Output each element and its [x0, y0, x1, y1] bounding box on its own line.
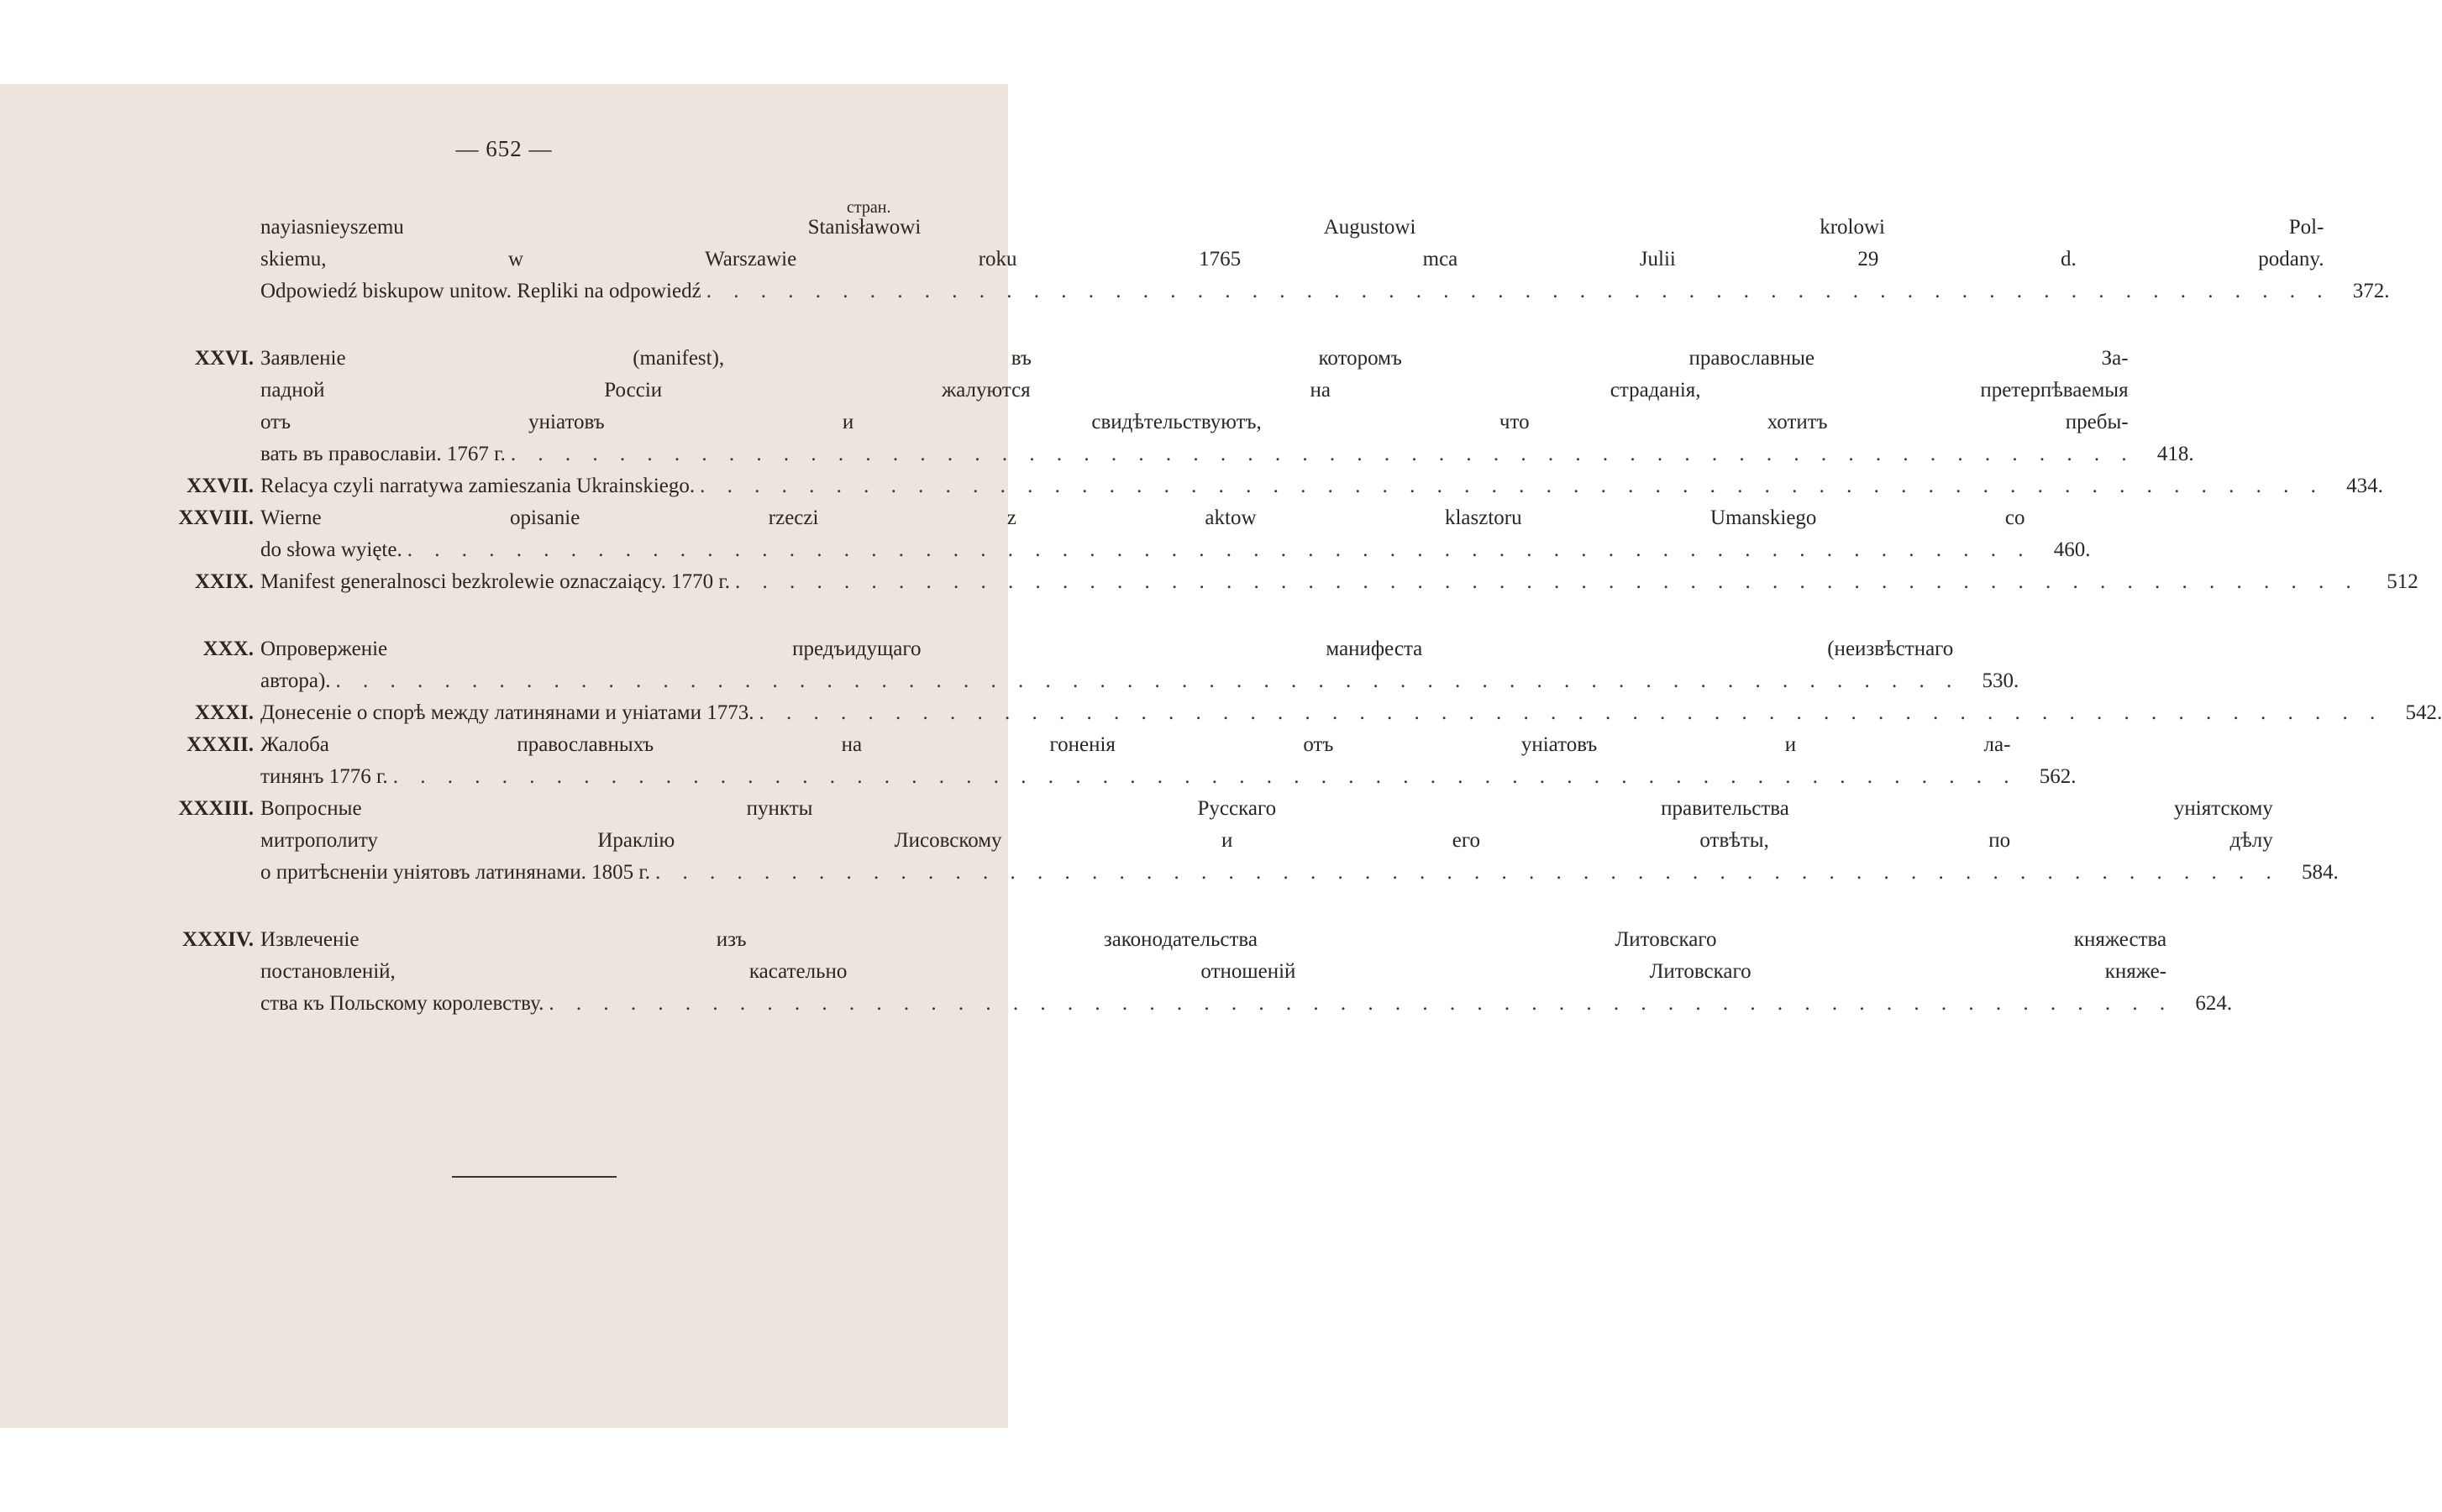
entry-line — [260, 375, 2194, 407]
entry-line — [260, 343, 2194, 375]
entry-line — [260, 407, 2194, 438]
entry-text: Relacya czyli narratywa zamieszania Ukrainskiego. — [260, 475, 696, 497]
entry-text: Опроверженіе предъидущаго манифеста (неизвѣстнаго — [260, 638, 1954, 660]
dot-leader: . . . . . . . . . . . . . . . . . . . . . . . . . . . . . . . . . . . . . . . . . . . . . . . . . . . . . . . . . . . . — [700, 475, 2324, 497]
entry-text: отъ уніатовъ и свидѣтельствуютъ, что хотитъ пребы- — [260, 411, 2129, 433]
entry-line — [260, 729, 2076, 761]
entry-text: ства къ Польскому королевству. — [260, 992, 544, 1015]
entry-numeral: XXIX. — [194, 570, 254, 593]
entry-text: skiemu, w Warszawie roku 1765 mca Julii 29 d. podany. — [260, 248, 2324, 270]
entry-line — [260, 633, 2019, 665]
entry-text: о притѣсненіи уніятовъ латинянами. 1805 г. — [260, 861, 651, 884]
entry-numeral: XXXIII. — [178, 797, 254, 820]
entry-text: митрополиту Ираклію Лисовскому и его отвѣты, по дѣлу — [260, 829, 2273, 852]
entry-text: вать въ православіи. 1767 г. — [260, 443, 506, 465]
entry-text: Донесеніе о спорѣ между латинянами и уніатами 1773. — [260, 701, 754, 724]
entry-line — [260, 956, 2232, 988]
entry-text: do słowa wyięte. — [260, 538, 402, 561]
page-number: 460. — [2053, 538, 2091, 561]
dot-leader: . . . . . . . . . . . . . . . . . . . . . . . . . . . . . . . . . . . . . . . . . . . . . . . . . . . . . . . . . . . . — [655, 861, 2280, 884]
dot-leader: . . . . . . . . . . . . . . . . . . . . . . . . . . . . . . . . . . . . . . . . . . . . . . . . . . . . . . . . . . . . — [335, 669, 1961, 692]
page-number: 530. — [1982, 669, 2019, 692]
entry-text: Извлеченіе изъ законодательства Литовскаго княжества — [260, 928, 2167, 951]
entry-text: Manifest generalnosci bezkrolewie oznaczaiący. 1770 г. — [260, 570, 731, 593]
toc-entry — [160, 697, 2442, 729]
toc-entry — [160, 729, 2077, 793]
page-number: 562. — [2039, 765, 2077, 788]
toc-entry — [160, 343, 2194, 470]
entry-text: Wierne opisanie rzeczi z aktow klasztoru Umanskiego co — [260, 507, 2025, 529]
entry-numeral: XXXI. — [194, 701, 254, 724]
page-number: 542. — [2405, 701, 2442, 724]
entry-numeral: XXVI. — [194, 347, 254, 370]
entry-line — [260, 924, 2232, 956]
page-column-label: стран. — [847, 198, 891, 217]
page-number: 512 — [2387, 570, 2418, 593]
toc-entry — [160, 924, 2233, 1020]
entry-line — [260, 438, 2194, 470]
toc-entry — [160, 566, 2418, 598]
entry-numeral: XXVIII. — [178, 507, 254, 529]
entry-line — [260, 534, 2090, 566]
book-page — [0, 84, 2442, 1428]
toc-entry — [160, 502, 2091, 566]
entry-text: тинянъ 1776 г. — [260, 765, 388, 788]
entry-numeral: XXXII. — [186, 733, 254, 756]
entry-line — [260, 502, 2090, 534]
dot-leader: . . . . . . . . . . . . . . . . . . . . . . . . . . . . . . . . . . . . . . . . . . . . . . . . . . . . . . . . . . . . — [392, 765, 2018, 788]
entry-text: автора). — [260, 669, 331, 692]
entry-numeral: XXXIV. — [182, 928, 254, 951]
page-number: 434. — [2346, 475, 2383, 497]
toc-entry — [160, 793, 2339, 889]
entry-line — [260, 665, 2019, 697]
page-number: 372. — [2352, 280, 2390, 302]
dot-leader: . . . . . . . . . . . . . . . . . . . . . . . . . . . . . . . . . . . . . . . . . . . . . . . . . . . . . . . . . . . . — [510, 443, 2135, 465]
entry-line — [260, 276, 2389, 307]
entry-text: постановленій, касательно отношеній Литовскаго княже- — [260, 960, 2167, 983]
entry-text: Заявленіе (manifest), въ которомъ православные За- — [260, 347, 2129, 370]
dot-leader: . . . . . . . . . . . . . . . . . . . . . . . . . . . . . . . . . . . . . . . . . . . . . . . . . . . . . . . . . . . . — [735, 570, 2360, 593]
dot-leader: . . . . . . . . . . . . . . . . . . . . . . . . . . . . . . . . . . . . . . . . . . . . . . . . . . . . . . . . . . . . — [549, 992, 2174, 1015]
toc-entry — [160, 470, 2383, 502]
entry-line — [260, 244, 2389, 276]
dot-leader: . . . . . . . . . . . . . . . . . . . . . . . . . . . . . . . . . . . . . . . . . . . . . . . . . . . . . . . . . . . . — [759, 701, 2384, 724]
dot-leader: . . . . . . . . . . . . . . . . . . . . . . . . . . . . . . . . . . . . . . . . . . . . . . . . . . . . . . . . . . . . — [706, 280, 2331, 302]
page-number: 418. — [2156, 443, 2194, 465]
entry-line — [260, 470, 2383, 502]
entry-line — [260, 825, 2339, 857]
entry-numeral: XXX. — [202, 638, 254, 660]
toc-entry — [160, 633, 2019, 697]
entry-text: nayiasnieyszemu Stanisławowi Augustowi krolowi Pol- — [260, 216, 2324, 239]
page-number: 624. — [2195, 992, 2233, 1015]
entry-numeral: XXVII. — [186, 475, 254, 497]
end-rule — [452, 1176, 617, 1178]
toc-entry — [160, 212, 2390, 307]
table-of-contents — [160, 212, 2442, 1020]
entry-text: Вопросные пункты Русскаго правительства уніятскому — [260, 797, 2273, 820]
page-number: 584. — [2302, 861, 2339, 884]
entry-line — [260, 566, 2418, 598]
entry-line — [260, 697, 2442, 729]
entry-text: Odpowiedź biskupow unitow. Repliki na odpowiedź — [260, 280, 701, 302]
entry-line — [260, 793, 2339, 825]
entry-line — [260, 857, 2339, 889]
entry-line — [260, 761, 2076, 793]
entry-text: Жалоба православныхъ на гоненія отъ уніатовъ и ла- — [260, 733, 2011, 756]
dot-leader: . . . . . . . . . . . . . . . . . . . . . . . . . . . . . . . . . . . . . . . . . . . . . . . . . . . . . . . . . . . . — [407, 538, 2032, 561]
page-header: — 652 — — [455, 136, 553, 161]
entry-line — [260, 988, 2232, 1020]
entry-line — [260, 212, 2389, 244]
entry-text: падной Россіи жалуются на страданія, претерпѣваемыя — [260, 379, 2129, 402]
